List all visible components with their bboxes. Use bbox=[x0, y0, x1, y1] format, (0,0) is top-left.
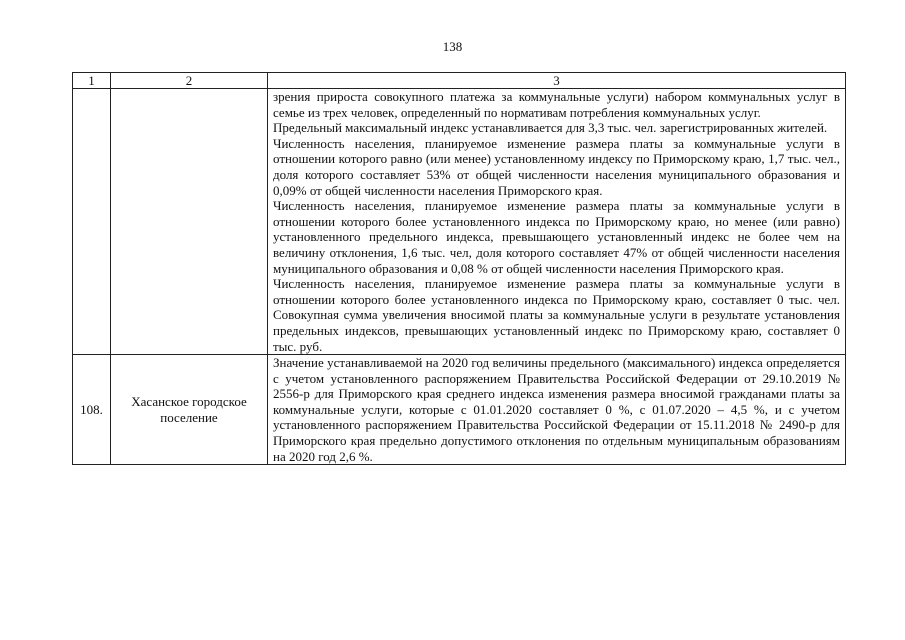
municipality-name: Хасанское городское поселение bbox=[111, 355, 268, 465]
paragraph: Численность населения, планируемое изменение размера платы за коммунальные услуги в отношении которого более установленного индекса по Приморскому краю, но менее (или равно) установленного предельного индекса, превышающего установленный индекс не более чем на величину отклонения, 1,6 тыс. чел, доля которого составляет 47% от общей численности населения муниципального образования и 0,08 % от общей численности населения Приморского края. bbox=[273, 198, 840, 276]
row-number bbox=[73, 89, 111, 355]
paragraph: Значение устанавливаемой на 2020 год величины предельного (максимального) индекса определяется с учетом установленного распоряжением Правительства Российской Федерации от 29.10.2019 № 2556-р для Приморского края среднего индекса изменения размера вносимой гражданами платы за коммунальные услуги, которые с 01.01.2020 составляет 0 %, с 01.07.2020 – 4,5 %, и с учетом установленного распоряжением Правительства Российской Федерации от 15.11.2018 № 2490-р для Приморского края предельно допустимого отклонения по отдельным муниципальным образованиям на 2020 год 2,6 %. bbox=[273, 355, 840, 464]
paragraph: Численность населения, планируемое изменение размера платы за коммунальные услуги в отношении которого более установленного индекса по Приморскому краю, составляет 0 тыс. чел. Совокупная сумма увеличения вносимой платы за коммунальные услуги в результате установления предельных индексов, превышающих установленный индекс по Приморскому краю, составляет 0 тыс. руб. bbox=[273, 276, 840, 354]
page-number: 138 bbox=[442, 39, 463, 54]
row-description bbox=[268, 355, 846, 465]
header-col-3: 3 bbox=[268, 73, 846, 89]
row-description bbox=[268, 89, 846, 355]
document-table bbox=[72, 72, 846, 465]
row-number: 108. bbox=[73, 355, 111, 465]
table-row bbox=[73, 355, 846, 465]
header-col-1: 1 bbox=[73, 73, 111, 89]
header-col-2: 2 bbox=[111, 73, 268, 89]
paragraph: зрения прироста совокупного платежа за коммунальные услуги) набором коммунальных услуг в семье из трех человек, определенный по нормативам потребления коммунальных услуг. bbox=[273, 89, 840, 120]
paragraph: Предельный максимальный индекс устанавливается для 3,3 тыс. чел. зарегистрированных жителей. bbox=[273, 120, 828, 136]
paragraph: Численность населения, планируемое изменение размера платы за коммунальные услуги в отношении которого равно (или менее) установленному индексу по Приморскому краю, 1,7 тыс. чел., доля которого составляет 53% от общей численности населения муниципального образования и 0,09% от общей численности населения Приморского края. bbox=[273, 135, 840, 198]
municipality-name bbox=[111, 89, 268, 355]
table-header-row bbox=[73, 73, 846, 89]
table-row bbox=[73, 89, 846, 355]
